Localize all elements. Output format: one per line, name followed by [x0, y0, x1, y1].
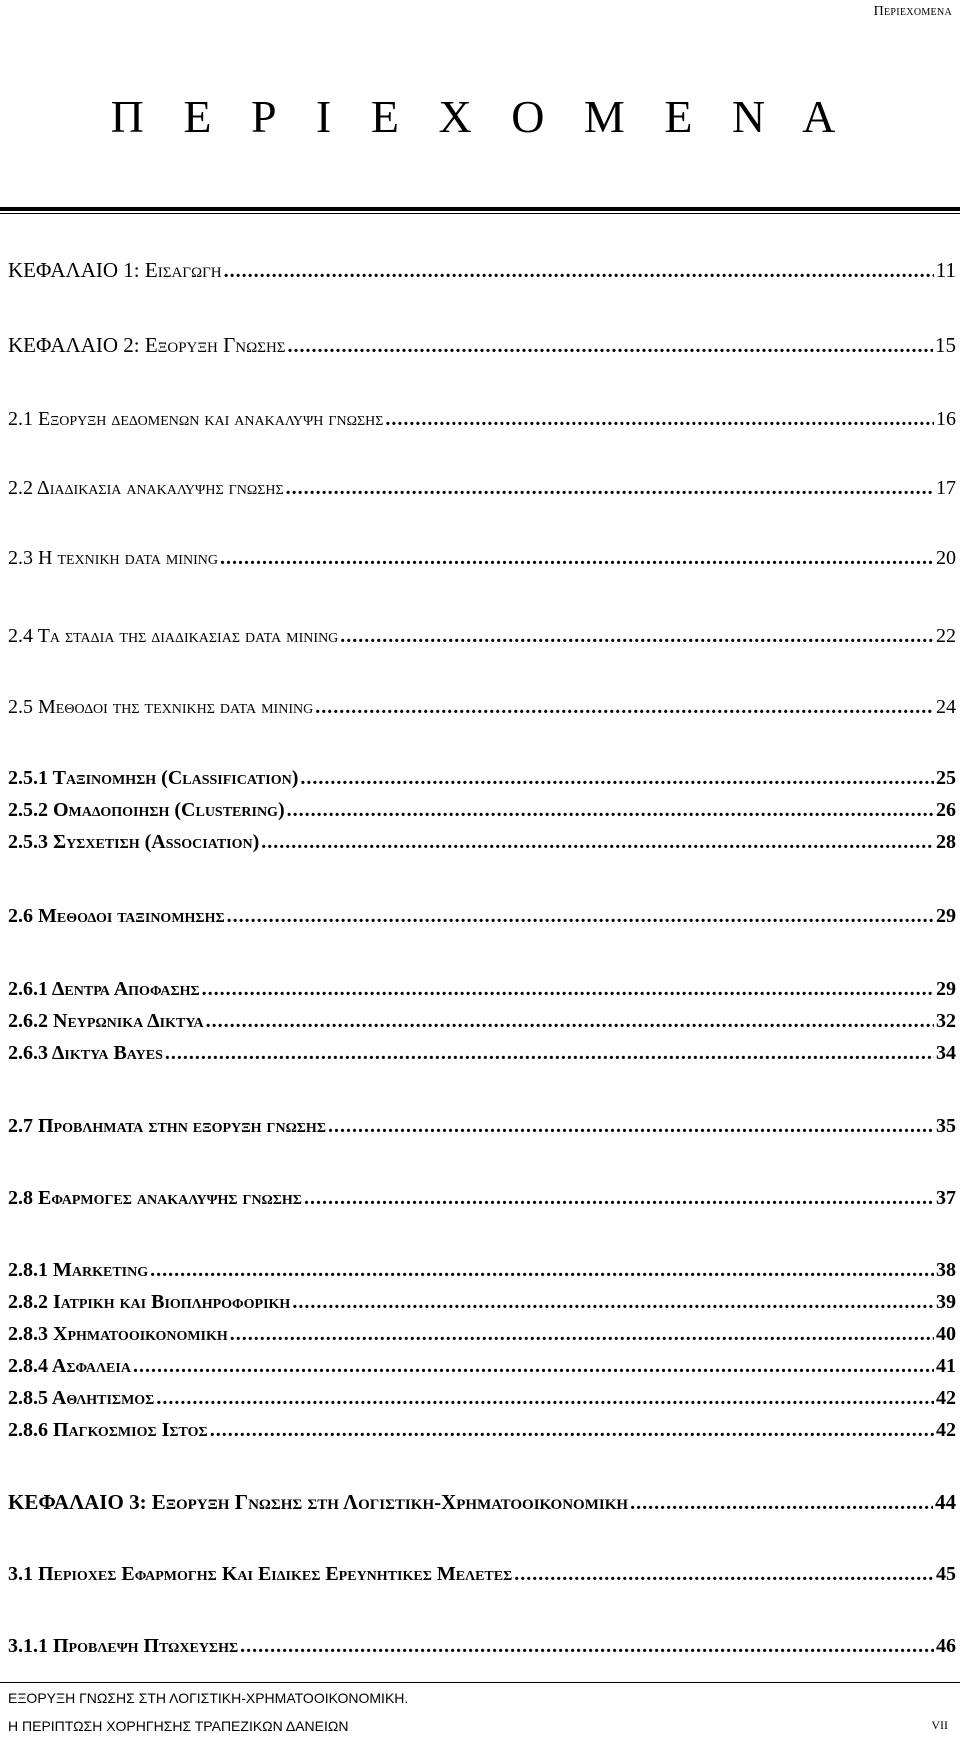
title-rule-thin: [0, 213, 960, 214]
toc-entry-page: 28: [936, 831, 956, 853]
toc-entry-2-5-2[interactable]: [8, 797, 956, 823]
dot-leader: [224, 258, 934, 284]
dot-leader: [630, 1490, 933, 1516]
toc-entry-page: 39: [936, 1291, 956, 1313]
dot-leader: [210, 1417, 934, 1443]
dot-leader: [261, 829, 934, 855]
toc-entry-page: 38: [936, 1259, 956, 1281]
toc-entry-chapter-2[interactable]: [8, 332, 956, 359]
dot-leader: [240, 1633, 934, 1659]
dot-leader: [385, 406, 934, 432]
dot-leader: [315, 694, 934, 720]
toc-entry-2-6-3[interactable]: [8, 1040, 956, 1066]
toc-entry-page: 45: [936, 1563, 956, 1585]
toc-entry-2-8-6[interactable]: [8, 1417, 956, 1443]
toc-entry-2-6-2[interactable]: [8, 1008, 956, 1034]
dot-leader: [300, 765, 934, 791]
dot-leader: [340, 623, 934, 649]
toc-entry-label: 2.8.2 Ιατρικη και Βιοπληροφορικη: [8, 1291, 291, 1313]
toc-entry-label: 2.6 Μεθοδοι ταξινομησης: [8, 905, 225, 927]
dot-leader: [133, 1353, 934, 1379]
toc-entry-page: 46: [936, 1635, 956, 1657]
dot-leader: [156, 1385, 934, 1411]
toc-entry-label: 2.5.3 Συσχετιση (Association): [8, 831, 260, 853]
toc-entry-page: 42: [936, 1419, 956, 1441]
toc-entry-page: 34: [936, 1042, 956, 1064]
footer-title-text: Η ΠΕΡΙΠΤΩΣΗ ΧΟΡΗΓΗΣΗΣ ΤΡΑΠΕΖΙΚΩΝ ΔΑΝΕΙΩΝ: [8, 1718, 349, 1734]
toc-entry-label: 2.2 Διαδικασια ανακαλυψης γνωσης: [8, 477, 284, 499]
toc-entry-2-8-1[interactable]: [8, 1257, 956, 1283]
dot-leader: [287, 797, 934, 823]
toc-entry-2-4[interactable]: [8, 623, 956, 649]
toc-entry-2-5[interactable]: [8, 694, 956, 720]
toc-entry-2-8-5[interactable]: [8, 1385, 956, 1411]
toc-entry-label: 2.8.5 Αθλητισμος: [8, 1387, 155, 1409]
toc-entry-2-5-3[interactable]: [8, 829, 956, 855]
toc-entry-2-8[interactable]: [8, 1185, 956, 1211]
toc-entry-chapter-3[interactable]: [8, 1489, 956, 1516]
title-rule-thick: [0, 207, 960, 211]
toc-entry-label: ΚΕΦΑΛΑΙΟ 1: Εισαγωγη: [8, 258, 222, 282]
footer-rule: [0, 1682, 960, 1683]
dot-leader: [328, 1113, 934, 1139]
dot-leader: [206, 1008, 934, 1034]
dot-leader: [220, 545, 934, 571]
toc-entry-2-8-4[interactable]: [8, 1353, 956, 1379]
dot-leader: [230, 1321, 934, 1347]
toc-entry-label: ΚΕΦΑΛΑΙΟ 3: Εξορυξη Γνωσης στη Λογιστικη-Χρηματοοικονομικη: [8, 1490, 629, 1514]
toc-entry-2-8-2[interactable]: [8, 1289, 956, 1315]
toc-entry-label: 2.4 Τα σταδια της διαδικασιας data mining: [8, 625, 339, 647]
footer-title-line-2: [8, 1718, 948, 1734]
toc-entry-page: 44: [935, 1490, 956, 1514]
toc-entry-2-8-3[interactable]: [8, 1321, 956, 1347]
footer-title-line-1: ΕΞΟΡΥΞΗ ΓΝΩΣΗΣ ΣΤΗ ΛΟΓΙΣΤΙΚΗ-ΧΡΗΜΑΤΟΟΙΚΟΝΟΜΙΚΗ.: [8, 1690, 409, 1706]
toc-entry-3-1-1[interactable]: [8, 1633, 956, 1659]
toc-entry-page: 11: [935, 258, 956, 282]
toc-entry-page: 20: [936, 547, 956, 569]
toc-entry-page: 15: [935, 333, 956, 357]
dot-leader: [150, 1257, 934, 1283]
toc-entry-page: 37: [936, 1187, 956, 1209]
dot-leader: [202, 976, 934, 1002]
toc-entry-page: 29: [936, 905, 956, 927]
toc-entry-page: 17: [936, 477, 956, 499]
toc-entry-label: 3.1.1 Προβλεψη Πτωχευσης: [8, 1635, 239, 1657]
toc-entry-label: 2.7 Προβληματα στην εξορυξη γνωσης: [8, 1115, 326, 1137]
toc-entry-page: 16: [936, 408, 956, 430]
toc-entry-page: 26: [936, 799, 956, 821]
toc-entry-2-6-1[interactable]: [8, 976, 956, 1002]
toc-entry-label: 2.6.1 Δεντρα Αποφασης: [8, 978, 200, 1000]
toc-entry-label: 2.8.3 Χρηματοοικονομικη: [8, 1323, 228, 1345]
toc-entry-page: 41: [936, 1355, 956, 1377]
toc-entry-label: 2.3 Η τεχνικη data mining: [8, 547, 218, 569]
toc-entry-2-2[interactable]: [8, 475, 956, 501]
toc-entry-2-6[interactable]: [8, 903, 956, 929]
toc-entry-label: 3.1 Περιοχες Εφαρμογης Και Ειδικες Ερευνητικες Μελετες: [8, 1563, 513, 1585]
toc-entry-2-3[interactable]: [8, 545, 956, 571]
toc-entry-page: 24: [936, 696, 956, 718]
toc-entry-page: 42: [936, 1387, 956, 1409]
toc-entry-label: 2.6.2 Νευρωνικα Δικτυα: [8, 1010, 204, 1032]
toc-entry-2-1[interactable]: [8, 406, 956, 432]
dot-leader: [514, 1561, 934, 1587]
dot-leader: [227, 903, 934, 929]
page-title: Π Ε Ρ Ι Ε Χ Ο Μ Ε Ν Α: [110, 91, 850, 142]
toc-entry-page: 40: [936, 1323, 956, 1345]
toc-entry-label: 2.5 Μεθοδοι της τεχνικης data mining: [8, 696, 314, 718]
footer-page-number: VII: [931, 1718, 948, 1732]
toc-entry-label: ΚΕΦΑΛΑΙΟ 2: Εξορυξη Γνωσης: [8, 333, 286, 357]
toc-entry-page: 25: [936, 767, 956, 789]
toc-entry-label: 2.5.1 Ταξινομηση (Classification): [8, 767, 299, 789]
dot-leader: [286, 475, 934, 501]
toc-entry-label: 2.8 Εφαρμογες ανακαλυψης γνωσης: [8, 1187, 302, 1209]
toc-entry-2-5-1[interactable]: [8, 765, 956, 791]
dot-leader: [165, 1040, 934, 1066]
dot-leader: [288, 333, 933, 359]
toc-entry-label: 2.1 Εξορυξη δεδομενων και ανακαλυψη γνωσης: [8, 408, 384, 430]
toc-entry-label: 2.8.1 Marketing: [8, 1259, 149, 1281]
toc-entry-chapter-1[interactable]: [8, 257, 956, 284]
toc-entry-3-1[interactable]: [8, 1561, 956, 1587]
toc-entry-label: 2.6.3 Δικτυα Bayes: [8, 1042, 163, 1064]
toc-entry-label: 2.8.6 Παγκοσμιος Ιστος: [8, 1419, 208, 1441]
toc-entry-page: 22: [936, 625, 956, 647]
toc-entry-label: 2.5.2 Ομαδοποιηση (Clustering): [8, 799, 285, 821]
toc-entry-page: 29: [936, 978, 956, 1000]
toc-entry-2-7[interactable]: [8, 1113, 956, 1139]
dot-leader: [292, 1289, 934, 1315]
dot-leader: [304, 1185, 934, 1211]
toc-entry-page: 32: [936, 1010, 956, 1032]
toc-entry-page: 35: [936, 1115, 956, 1137]
running-head: Περιεχομενα: [873, 4, 952, 19]
toc-entry-label: 2.8.4 Ασφαλεια: [8, 1355, 131, 1377]
